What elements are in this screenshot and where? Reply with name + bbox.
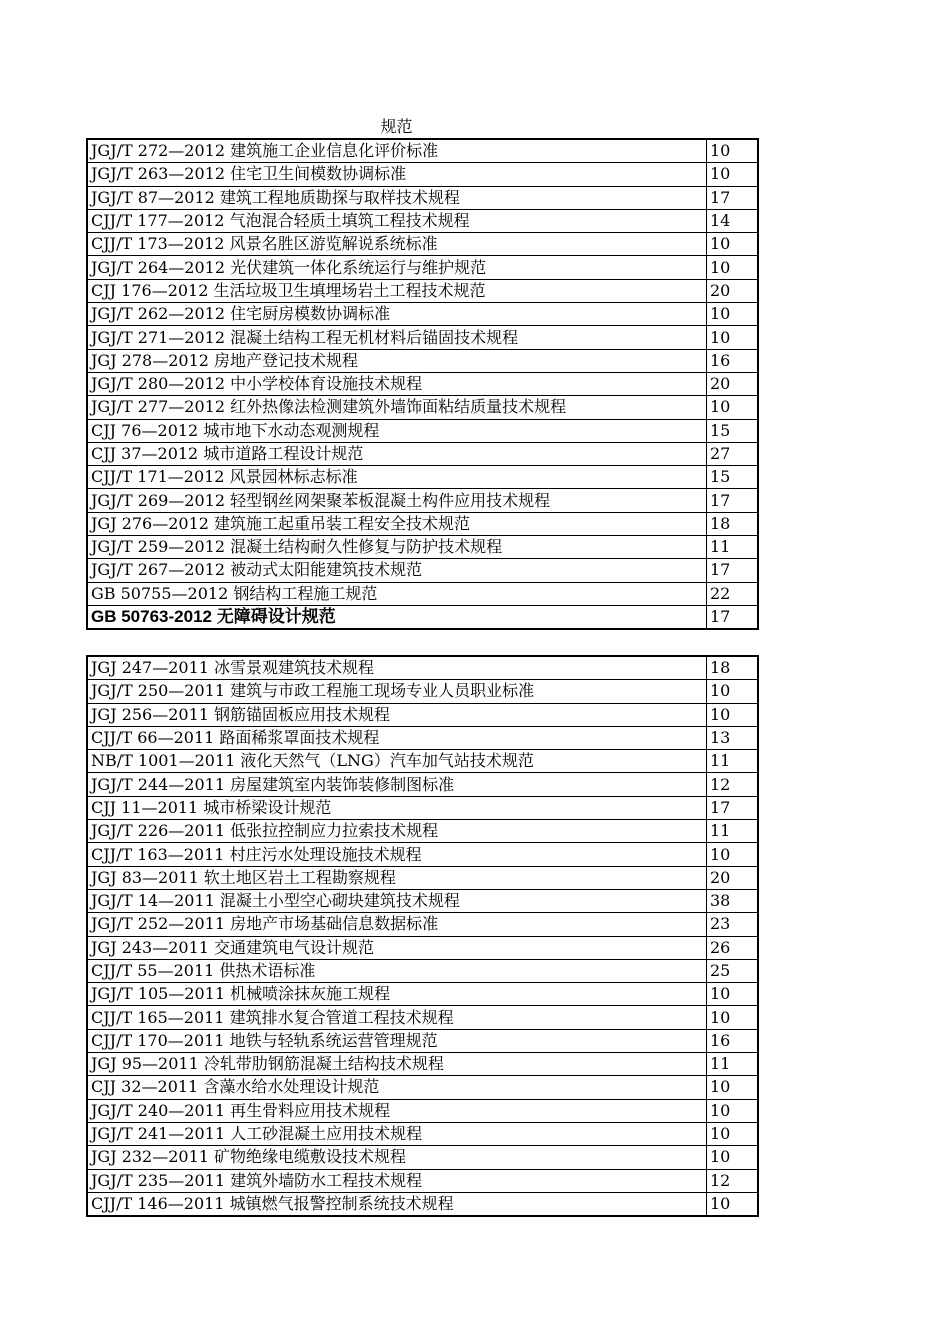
quantity-cell: 10 [707, 256, 759, 279]
quantity-cell: 14 [707, 209, 759, 232]
table-row [87, 466, 758, 489]
quantity-cell: 15 [707, 466, 759, 489]
quantity-cell: 11 [707, 536, 759, 559]
standard-name-cell: JGJ/T 105—2011 机械喷涂抹灰施工规程 [87, 983, 707, 1006]
quantity-cell: 17 [707, 489, 759, 512]
quantity-cell: 16 [707, 349, 759, 372]
standard-name-cell: JGJ/T 280—2012 中小学校体育设施技术规程 [87, 372, 707, 395]
standard-name-cell: CJJ/T 170—2011 地铁与轻轨系统运营管理规范 [87, 1029, 707, 1052]
standard-name-cell: JGJ/T 240—2011 再生骨料应用技术规程 [87, 1099, 707, 1122]
standard-name-cell: CJJ 37—2012 城市道路工程设计规范 [87, 442, 707, 465]
table-row [87, 1169, 758, 1192]
table-row [87, 326, 758, 349]
quantity-cell: 20 [707, 866, 759, 889]
table-row [87, 750, 758, 773]
standard-name-cell: GB 50763-2012 无障碍设计规范 [87, 605, 707, 629]
standards-table-2012 [86, 138, 759, 630]
standard-name-cell: JGJ/T 241—2011 人工砂混凝土应用技术规程 [87, 1122, 707, 1145]
table-row [87, 1006, 758, 1029]
quantity-cell: 26 [707, 936, 759, 959]
table-row [87, 983, 758, 1006]
standard-name-cell: CJJ/T 66—2011 路面稀浆罩面技术规程 [87, 726, 707, 749]
table-row [87, 1029, 758, 1052]
quantity-cell: 27 [707, 442, 759, 465]
table-row [87, 582, 758, 605]
quantity-cell: 12 [707, 1169, 759, 1192]
table-row [87, 1146, 758, 1169]
standard-name-cell: JGJ 243—2011 交通建筑电气设计规范 [87, 936, 707, 959]
table-row [87, 256, 758, 279]
quantity-cell: 17 [707, 186, 759, 209]
table-row [87, 163, 758, 186]
quantity-cell: 10 [707, 1192, 759, 1216]
standard-name-cell: JGJ/T 269—2012 轻型钢丝网架聚苯板混凝土构件应用技术规程 [87, 489, 707, 512]
standard-name-cell: JGJ/T 244—2011 房屋建筑室内装饰装修制图标准 [87, 773, 707, 796]
quantity-cell: 10 [707, 396, 759, 419]
table-row [87, 913, 758, 936]
table-row [87, 656, 758, 680]
quantity-cell: 13 [707, 726, 759, 749]
standard-name-cell: JGJ/T 264—2012 光伏建筑一体化系统运行与维护规范 [87, 256, 707, 279]
table-row [87, 936, 758, 959]
table-row [87, 1122, 758, 1145]
table-row [87, 959, 758, 982]
standard-name-cell: JGJ 95—2011 冷轧带肋钢筋混凝土结构技术规程 [87, 1053, 707, 1076]
standard-name-cell: JGJ/T 252—2011 房地产市场基础信息数据标准 [87, 913, 707, 936]
table-row [87, 1053, 758, 1076]
standard-name-cell: CJJ 11—2011 城市桥梁设计规范 [87, 796, 707, 819]
quantity-cell: 10 [707, 1076, 759, 1099]
standard-name-cell: JGJ/T 235—2011 建筑外墙防水工程技术规程 [87, 1169, 707, 1192]
table-row [87, 796, 758, 819]
standard-name-cell: JGJ/T 277—2012 红外热像法检测建筑外墙饰面粘结质量技术规程 [87, 396, 707, 419]
table-row [87, 209, 758, 232]
quantity-cell: 23 [707, 913, 759, 936]
quantity-cell: 11 [707, 1053, 759, 1076]
quantity-cell: 10 [707, 1099, 759, 1122]
quantity-cell: 11 [707, 820, 759, 843]
quantity-cell: 10 [707, 233, 759, 256]
quantity-cell: 18 [707, 656, 759, 680]
standard-name-cell: CJJ 32—2011 含藻水给水处理设计规范 [87, 1076, 707, 1099]
quantity-cell: 20 [707, 372, 759, 395]
quantity-cell: 10 [707, 983, 759, 1006]
standard-name-cell: GB 50755—2012 钢结构工程施工规范 [87, 582, 707, 605]
table-row [87, 1192, 758, 1216]
standard-name-cell: JGJ/T 267—2012 被动式太阳能建筑技术规范 [87, 559, 707, 582]
table-row [87, 442, 758, 465]
table-row [87, 866, 758, 889]
standard-name-cell: CJJ/T 163—2011 村庄污水处理设施技术规程 [87, 843, 707, 866]
table-row [87, 139, 758, 163]
table-body-2011 [87, 656, 758, 1216]
standard-name-cell: JGJ 276—2012 建筑施工起重吊装工程安全技术规范 [87, 512, 707, 535]
standard-name-cell: JGJ 83—2011 软土地区岩土工程勘察规程 [87, 866, 707, 889]
table-row [87, 186, 758, 209]
standard-name-cell: CJJ/T 55—2011 供热术语标准 [87, 959, 707, 982]
quantity-cell: 10 [707, 1122, 759, 1145]
standard-name-cell: CJJ 176—2012 生活垃圾卫生填埋场岩土工程技术规范 [87, 279, 707, 302]
quantity-cell: 15 [707, 419, 759, 442]
quantity-cell: 20 [707, 279, 759, 302]
table-row [87, 372, 758, 395]
standard-name-cell: JGJ 256—2011 钢筋锚固板应用技术规程 [87, 703, 707, 726]
standard-name-cell: JGJ/T 226—2011 低张拉控制应力拉索技术规程 [87, 820, 707, 843]
standard-name-cell: JGJ 232—2011 矿物绝缘电缆敷设技术规程 [87, 1146, 707, 1169]
standard-name-cell: JGJ/T 87—2012 建筑工程地质勘探与取样技术规程 [87, 186, 707, 209]
table-row [87, 1076, 758, 1099]
quantity-cell: 22 [707, 582, 759, 605]
quantity-cell: 10 [707, 680, 759, 703]
table-row [87, 489, 758, 512]
quantity-cell: 10 [707, 703, 759, 726]
standard-name-cell: CJJ/T 146—2011 城镇燃气报警控制系统技术规程 [87, 1192, 707, 1216]
table-row [87, 536, 758, 559]
table-row [87, 559, 758, 582]
quantity-cell: 10 [707, 1146, 759, 1169]
standard-name-cell: JGJ 278—2012 房地产登记技术规程 [87, 349, 707, 372]
table-row [87, 279, 758, 302]
standards-table-2011 [86, 655, 759, 1217]
quantity-cell: 18 [707, 512, 759, 535]
table-row [87, 349, 758, 372]
table-row [87, 605, 758, 629]
table-row [87, 773, 758, 796]
page-heading: 规范 [380, 117, 413, 136]
standard-name-cell: JGJ/T 259—2012 混凝土结构耐久性修复与防护技术规程 [87, 536, 707, 559]
quantity-cell: 16 [707, 1029, 759, 1052]
table-row [87, 820, 758, 843]
table-row [87, 419, 758, 442]
quantity-cell: 10 [707, 326, 759, 349]
quantity-cell: 10 [707, 843, 759, 866]
table-row [87, 726, 758, 749]
quantity-cell: 12 [707, 773, 759, 796]
table-row [87, 1099, 758, 1122]
standard-name-cell: JGJ/T 271—2012 混凝土结构工程无机材料后锚固技术规程 [87, 326, 707, 349]
standard-name-cell: JGJ 247—2011 冰雪景观建筑技术规程 [87, 656, 707, 680]
table-row [87, 889, 758, 912]
table-row [87, 233, 758, 256]
table-body-2012 [87, 139, 758, 629]
quantity-cell: 10 [707, 163, 759, 186]
standard-name-cell: CJJ/T 177—2012 气泡混合轻质土填筑工程技术规程 [87, 209, 707, 232]
quantity-cell: 10 [707, 139, 759, 163]
table-row [87, 680, 758, 703]
quantity-cell: 10 [707, 303, 759, 326]
standard-name-cell: CJJ 76—2012 城市地下水动态观测规程 [87, 419, 707, 442]
quantity-cell: 17 [707, 559, 759, 582]
table-row [87, 512, 758, 535]
standard-name-cell: CJJ/T 173—2012 风景名胜区游览解说系统标准 [87, 233, 707, 256]
table-row [87, 303, 758, 326]
standard-name-cell: CJJ/T 165—2011 建筑排水复合管道工程技术规程 [87, 1006, 707, 1029]
standard-name-cell: JGJ/T 14—2011 混凝土小型空心砌块建筑技术规程 [87, 889, 707, 912]
table-row [87, 843, 758, 866]
quantity-cell: 17 [707, 605, 759, 629]
quantity-cell: 11 [707, 750, 759, 773]
standard-name-cell: JGJ/T 250—2011 建筑与市政工程施工现场专业人员职业标准 [87, 680, 707, 703]
table-row [87, 396, 758, 419]
standard-name-cell: JGJ/T 262—2012 住宅厨房模数协调标准 [87, 303, 707, 326]
quantity-cell: 38 [707, 889, 759, 912]
quantity-cell: 10 [707, 1006, 759, 1029]
standard-name-cell: JGJ/T 272—2012 建筑施工企业信息化评价标准 [87, 139, 707, 163]
standard-name-cell: NB/T 1001—2011 液化天然气（LNG）汽车加气站技术规范 [87, 750, 707, 773]
quantity-cell: 25 [707, 959, 759, 982]
table-row [87, 703, 758, 726]
quantity-cell: 17 [707, 796, 759, 819]
standard-name-cell: CJJ/T 171—2012 风景园林标志标准 [87, 466, 707, 489]
standard-name-cell: JGJ/T 263—2012 住宅卫生间模数协调标准 [87, 163, 707, 186]
